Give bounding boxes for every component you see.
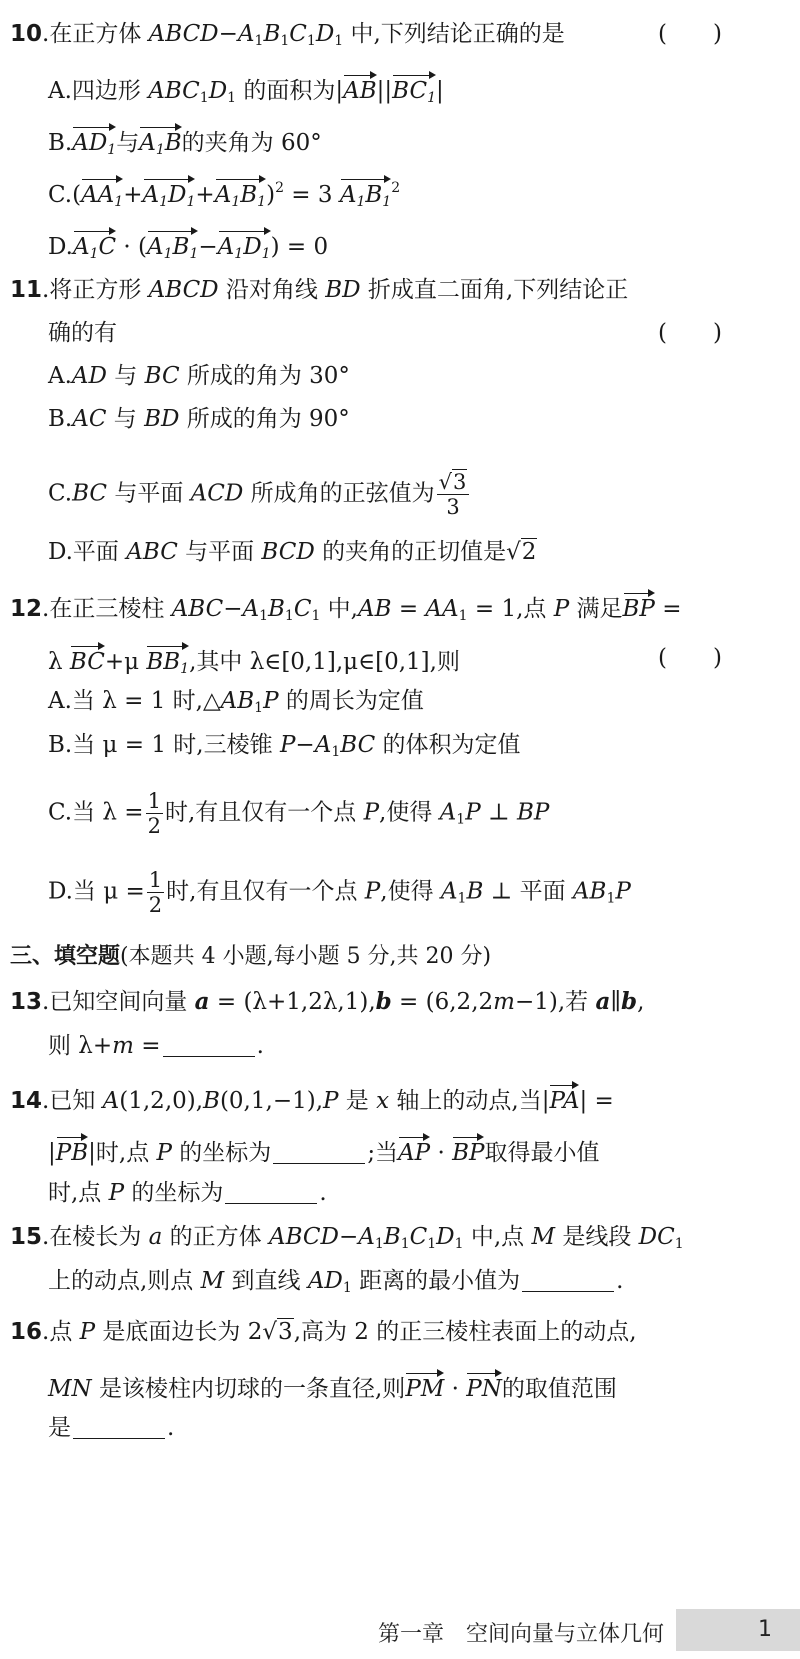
q16-blank[interactable] [73,1416,165,1439]
q13-line2: 则 λ+m = . [48,1033,264,1059]
q10-option-d: $D.A_1C \cdot (A_1B_1-A_1D_1) = 0$ [48,228,780,262]
q12-stem-cont: λ BC+μ $BB_1$,其中 λ∈[0,1],μ∈[0,1],则 [48,643,780,677]
section-title-text: 三、填空题 [10,944,121,969]
q10-option-a: A.四边形 $ABC_1D_1$ 的面积为$|AB||BC_1|$ [48,72,780,106]
q11-option-b: B.AC 与 BD 所成的角为 90° [48,406,350,432]
q14-line2: |PB|时,点 P 的坐标为 ;当AP · BP取得最小值 [48,1134,780,1168]
section-fill-in-title [10,942,491,972]
q11-option-c: C.BC 与平面 ACD 所成角的正弦值为 $\frac{√3}{3}$ [48,470,780,519]
q11-option-d: D.平面 ABC 与平面 BCD 的夹角的正切值是√2 [48,539,537,565]
page-footer [0,1603,800,1659]
q11-number: 11 [10,277,43,303]
q11-option-a: A.AD 与 BC 所成的角为 30° [48,363,350,389]
q14-number: 14 [10,1088,43,1114]
q12-option-a: A.当 λ = 1 时$,\triangle AB_1P$ 的周长为定值 [48,688,424,716]
q12-stem: 12.在正三棱柱 $ABC-A_1B_1C_1$ 中$,AB = AA_1 = 1$,点 P 满足BP = [10,590,780,624]
q16-line3: 是 . [48,1415,175,1441]
q14-line3: 时,点 P 的坐标为 . [48,1180,327,1206]
q15-blank[interactable] [522,1269,614,1292]
page-number-box [676,1609,800,1651]
q14-line1: 14.已知 A(1,2,0),B(0,1,−1),P 是 x 轴上的动点,当|PA| = [10,1082,780,1116]
q10-option-c: $C.(AA_1+A_1D_1+A_1B_1)^2 = 3$ $A_1B_1^2$ [48,176,780,210]
q16-line1: 16.点 P 是底面边长为 2√3,高为 2 的正三棱柱表面上的动点, [10,1319,637,1345]
q12-option-b: B.当 μ = 1 时,三棱锥 $P-A_1BC$ 的体积为定值 [48,732,521,760]
q15-line1: 15.在棱长为 a 的正方体 $ABCD-A_1B_1C_1D_1$ 中,点 M 是线段 $DC_1$ [10,1224,684,1252]
q13-blank[interactable] [163,1034,255,1057]
q16-line2: MN 是该棱柱内切球的一条直径,则PM · PN的取值范围 [48,1370,780,1404]
q12-option-d: D.当 μ = $\frac{1}{2}$ 时,有且仅有一个点 P,使得 $A_1B$ ⊥ 平面 $AB_1P$ [48,868,631,917]
q14-blank-2[interactable] [225,1181,317,1204]
page-number: 1 [758,1617,772,1642]
q13-line1: 13.已知空间向量 a = (λ+1,2λ,1),b = (6,2,2m−1),若 a∥b, [10,988,645,1015]
q10-paren: ( ) [658,21,722,47]
q12-paren: ( ) [658,645,722,671]
q11-stem: 11.将正方形 ABCD 沿对角线 BD 折成直二面角,下列结论正 [10,277,629,303]
q10-number: 10 [10,21,43,47]
q12-option-c: C.当 λ = $\frac{1}{2}$ 时,有且仅有一个点 P,使得 $A_1P$ ⊥ BP [48,789,550,838]
q10-option-b: $B.AD_1$与$A_1B$的夹角为 60° [48,124,780,158]
q11-stem-cont: 确的有 [48,320,117,346]
q14-blank-1[interactable] [273,1141,365,1164]
section-note: (本题共 4 小题,每小题 5 分,共 20 分) [120,944,492,969]
q10-stem: 10.在正方体 $ABCD-A_1B_1C_1D_1$ 中,下列结论正确的是 [10,21,565,49]
q11-paren: ( ) [658,320,722,346]
q13-number: 13 [10,989,43,1015]
chapter-title: 第一章 空间向量与立体几何 [377,1622,664,1647]
q15-number: 15 [10,1224,43,1250]
q12-number: 12 [10,596,43,622]
q15-line2: 上的动点,则点 M 到直线 $AD_1$ 距离的最小值为 . [48,1268,624,1296]
q16-number: 16 [10,1319,43,1345]
